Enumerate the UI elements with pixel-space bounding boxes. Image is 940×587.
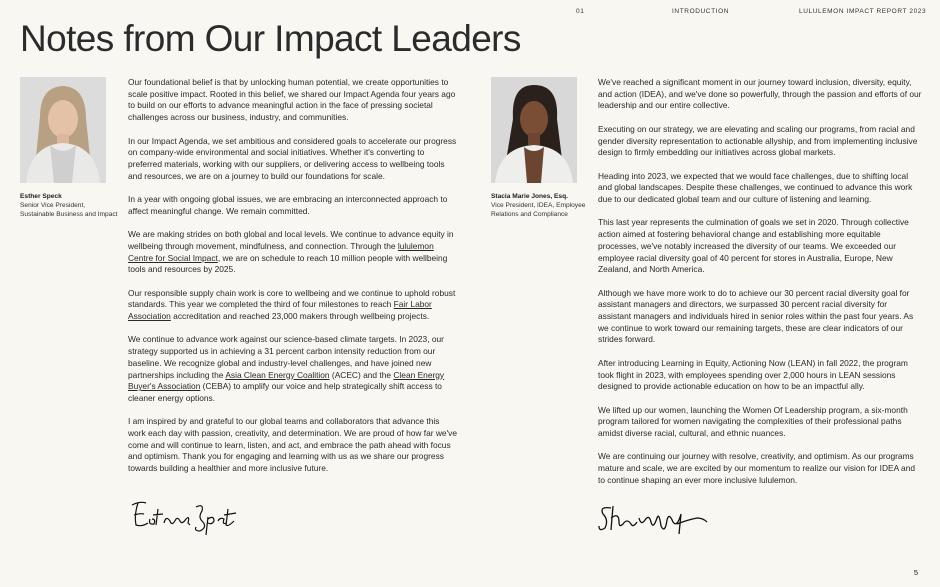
leader1-letter xyxy=(128,77,458,487)
leader-name: Stacia Marie Jones, Esq. xyxy=(491,193,568,200)
paragraph: We continue to advance work against our science-based climate targets. In 2023, our strategy supported us in achieving a 31 percent carbon intensity reduction from our baseline. We recognize global and industry-level challenges, and have joined new partnerships including the Asia Clean Energy Coalition (ACEC) and the Clean Energy Buyer's Association (CEBA) to amplify our voice and help strategically shift access to cleaner energy options. xyxy=(128,334,445,403)
paragraph: We lifted up our women, launching the Women Of Leadership program, a six-month program tailored for women navigating the complexities of their professional paths amidst diverse racial, cultural, and ethnic nuances. xyxy=(598,404,908,438)
link-clean-energy-buyers-association[interactable]: Clean Energy Buyer's Association xyxy=(128,369,445,392)
header-page-number: 01 xyxy=(576,8,585,15)
paragraph: This last year represents the culmination of goals we set in 2020. Through collective action aimed at fostering behavioral change and establishing more equitable processes, we've notably increased the diversity of our teams. We exceeded our employee racial diversity goal of 40 percent for stores in Australia, Europe, New Zealand, and North America. xyxy=(598,217,909,275)
page-title: Notes from Our Impact Leaders xyxy=(20,18,521,59)
signature-stacia xyxy=(597,500,709,541)
paragraph: Heading into 2023, we expected that we would face challenges, due to shifting local and global landscapes. Despite these challenges, we continued to advance this work due to our dedicated global team and our culture of listening and learning. xyxy=(598,170,913,204)
paragraph: We are continuing our journey with resolve, creativity, and optimism. As our programs mature and scale, we are excited by our momentum to realize our vision for IDEA and to continue shaping an ever more inclusive lululemon. xyxy=(598,451,916,485)
leader2-letter xyxy=(598,77,922,498)
page-number: 5 xyxy=(913,568,918,577)
leader-role: Vice President, IDEA, Employee Relations and Compliance xyxy=(491,202,586,218)
header-report-title: LULULEMON IMPACT REPORT 2023 xyxy=(799,8,927,15)
link-centre-for-social-impact[interactable]: lululemon Centre for Social Impact xyxy=(128,240,434,263)
paragraph: Executing on our strategy, we are elevating and scaling our programs, from racial and gender diversity representation to actionable allyship, and from implementing inclusive design to firmly embedding our initiatives across global markets. xyxy=(598,123,918,158)
leader-role: Senior Vice President, Sustainable Business and Impact xyxy=(20,202,118,218)
paragraph: I am inspired by and grateful to our global teams and collaborators that advance this work each day with passion, creativity, and determination. We are proud of how far we've come and will continue to learn, listen, and act, and embrace the path ahead with focus and optimism. Thank you for engaging and learning with us as we share our progress towards building a healthier and more inclusive future. xyxy=(128,416,458,474)
header-section: INTRODUCTION xyxy=(672,8,730,15)
leader-photo-esther xyxy=(20,77,106,183)
signature-esther xyxy=(128,497,238,542)
link-asia-clean-energy-coalition[interactable]: Asia Clean Energy Coalition xyxy=(225,369,330,380)
leader-photo-stacia xyxy=(491,77,577,183)
paragraph: After introducing Learning in Equity, Actioning Now (LEAN) in fall 2022, the program took flight in 2023, with employees spending over 2,000 hours in LEAN sessions designed to provide actionable education on how to be an impactful ally. xyxy=(598,357,908,392)
paragraph: Our responsible supply chain work is core to wellbeing and we continue to uphold robust standards. This year we completed the third of four milestones to reach Fair Labor Association accreditation and reached 23,000 makers through wellbeing projects. xyxy=(128,287,456,321)
leader-caption-esther xyxy=(20,192,118,219)
leader-caption-stacia xyxy=(491,192,589,219)
link-fair-labor-association[interactable]: Fair Labor Association xyxy=(128,299,432,321)
paragraph: Although we have more work to do to achieve our 30 percent racial diversity goal for assistant managers and directors, we surpassed 30 percent racial diversity for assistant managers and individuals hired in senior roles within the past four years. As we continue to work toward our remaining targets, these are clear indicators of our strides forward. xyxy=(598,287,914,345)
paragraph: Our foundational belief is that by unlocking human potential, we create opportunities to scale positive impact. Rooted in this belief, we shared our Impact Agenda four years ago to build on our efforts to advance meaningful action in the face of pressing societal challenges across our business, industry, and communities. xyxy=(128,77,456,123)
paragraph: In a year with ongoing global issues, we are embracing an interconnected approach to affect meaningful change. We remain committed. xyxy=(128,194,448,216)
paragraph: We are making strides on both global and local levels. We continue to advance equity in wellbeing through movement, mindfulness, and connection. Through the lululemon Centre for Social Impact, we are on schedule to reach 10 million people with wellbeing tools and resources by 2025. xyxy=(128,229,454,275)
paragraph: In our Impact Agenda, we set ambitious and considered goals to accelerate our progress on company-wide environmental and social initiatives. Whether it's converting to preferred materials, working with our suppliers, or delivering access to wellbeing tools and resources, we are on a journey to build our foundations for scale. xyxy=(128,135,457,181)
paragraph: We've reached a significant moment in our journey toward inclusion, diversity, equity, and action (IDEA), and we've done so powerfully, through the passion and efforts of our leadership and our entire collective. xyxy=(598,77,922,111)
leader-name: Esther Speck xyxy=(20,193,62,200)
